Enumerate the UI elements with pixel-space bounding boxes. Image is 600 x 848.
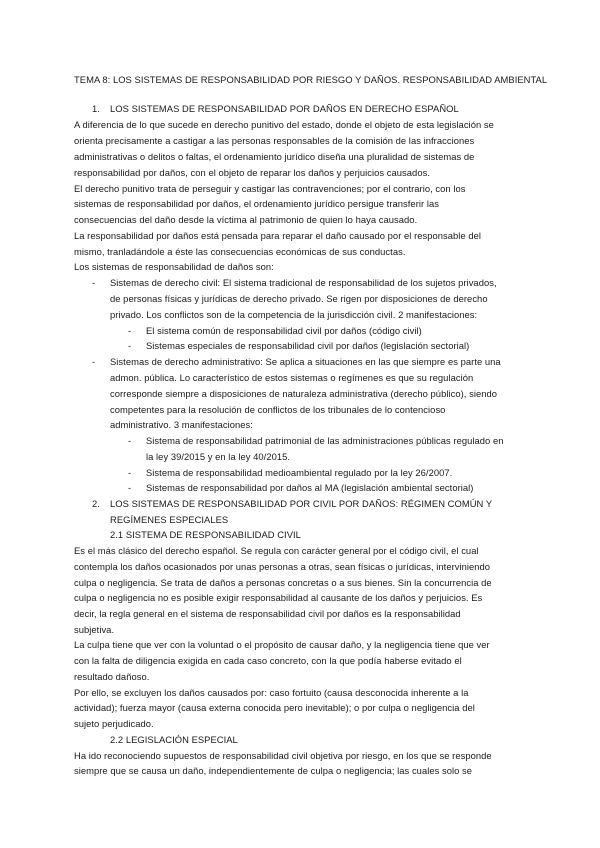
s1-p1-line: administrativas o delitos o faltas, el ordenamiento jurídico diseña una pluralidad de sistemas de <box>74 151 475 162</box>
bullet-dash: - <box>92 356 96 367</box>
admin-item: la ley 39/2015 y en la ley 40/2015. <box>146 451 291 462</box>
s1-p2-line: consecuencias del daño desde la víctima al patrimonio de quien lo haya causado. <box>74 214 418 225</box>
s1-p1-line: orienta precisamente a castigar a las personas responsables de la comisión de las infracciones <box>74 135 475 146</box>
s2-p3-line: actividad); fuerza mayor (causa externa conocida pero inevitable); o por culpa o negligencia del <box>74 702 475 713</box>
admin-line: administrativo. 3 manifestaciones: <box>110 419 253 430</box>
s2-p1-line: subjetiva. <box>74 624 115 635</box>
admin-line: competentes para la resolución de conflictos de los tribunales de lo contencioso <box>110 404 446 415</box>
s2-p1-line: decir, la regla general en el sistema de responsabilidad civil por daños es la responsabilidad <box>74 608 461 619</box>
s1-p3-line: mismo, tranladándole a éste las consecuencias económicas de sus conductas. <box>74 246 406 257</box>
admin-item: Sistemas de responsabilidad por daños al MA (legislación ambiental sectorial) <box>146 482 474 493</box>
admin-line: admon. pública. Lo característico de estos sistemas o regímenes es que su regulación <box>110 372 474 383</box>
admin-item: Sistema de responsabilidad medioambiental regulado por la ley 26/2007. <box>146 467 453 478</box>
civil-line: de personas físicas y jurídicas de derecho privado. Se rigen por disposiciones de derecho <box>110 293 488 304</box>
s1-p4-line: Los sistemas de responsabilidad de daños son: <box>74 261 274 272</box>
doc-title: TEMA 8: LOS SISTEMAS DE RESPONSABILIDAD POR RIESGO Y DAÑOS. RESPONSABILIDAD AMBIENTAL <box>74 74 548 85</box>
section-2-heading: LOS SISTEMAS DE RESPONSABILIDAD POR CIVIL POR DAÑOS: RÉGIMEN COMÚN Y <box>110 498 493 509</box>
civil-item: El sistema común de responsabilidad civil por daños (código civil) <box>146 325 422 336</box>
s2-p3-line: Por ello, se excluyen los daños causados por: caso fortuito (causa desconocida inherente a la <box>74 687 469 698</box>
civil-line: Sistemas de derecho civil: El sistema tradicional de responsabilidad de los sujetos privados, <box>110 277 497 288</box>
civil-line: privado. Los conflictos son de la competencia de la jurisdicción civil. 2 manifestaciones: <box>110 309 478 320</box>
bullet-dash: - <box>128 435 132 446</box>
s2-p2-line: con la falta de diligencia exigida en cada caso concreto, con la que podía haberse evitado el <box>74 655 462 666</box>
admin-line: Sistemas de derecho administrativo: Se aplica a situaciones en las que siempre es parte una <box>110 356 501 367</box>
bullet-dash: - <box>128 325 132 336</box>
s2-p1-line: culpa o negligencia. Se trata de daños a personas concretas o a sus bienes. Sin la concurrencia de <box>74 577 492 588</box>
section-1-number: 1. <box>92 103 100 114</box>
admin-line: corresponde siempre a disposiciones de naturaleza administrativa (derecho público), siendo <box>110 388 498 399</box>
s1-p3-line: La responsabilidad por daños está pensada para reparar el daño causado por el responsable del <box>74 230 482 241</box>
s2-p1-line: contempla los daños ocasionados por unas personas a otras, sean físicas o jurídicas, interviniendo <box>74 561 491 572</box>
s1-p1-line: responsabilidad por daños, con el objeto de reparar los daños y perjuicios causados. <box>74 167 430 178</box>
s2-p2-line: resultado dañoso. <box>74 671 150 682</box>
s2-p4-line: siempre que se causa un daño, independientemente de culpa o negligencia; las cuales solo se <box>74 765 473 776</box>
bullet-dash: - <box>92 277 96 288</box>
s2-p3-line: sujeto perjudicado. <box>74 718 154 729</box>
s2-p4-line: Ha ido reconociendo supuestos de responsabilidad civil objetiva por riesgo, en los que se responde <box>74 750 492 761</box>
s1-p2-line: El derecho punitivo trata de perseguir y castigar las contravenciones; por el contrario, con los <box>74 183 466 194</box>
section-2-heading: REGÍMENES ESPECIALES <box>110 514 229 525</box>
admin-item: Sistema de responsabilidad patrimonial de las administraciones públicas regulado en <box>146 435 504 446</box>
bullet-dash: - <box>128 467 132 478</box>
section-2-number: 2. <box>92 498 100 509</box>
section-1-heading: LOS SISTEMAS DE RESPONSABILIDAD POR DAÑOS EN DERECHO ESPAÑOL <box>110 103 459 114</box>
bullet-dash: - <box>128 482 132 493</box>
s1-p2-line: sistemas de responsabilidad por daños, el ordenamiento jurídico persigue transferir las <box>74 198 439 209</box>
s2-p2-line: La culpa tiene que ver con la voluntad o el propósito de causar daño, y la negligencia tiene que ver <box>74 639 490 650</box>
s2-p1-line: Es el más clásico del derecho español. Se regula con carácter general por el código civil, el cual <box>74 545 479 556</box>
s2-p1-line: culpa o negligencia no es posible exigir responsabilidad al causante de los daños y perjuicios. Es <box>74 592 483 603</box>
civil-item: Sistemas especiales de responsabilidad civil por daños (legislación sectorial) <box>146 340 470 351</box>
subsection-2-1-heading: 2.1 SISTEMA DE RESPONSABILIDAD CIVIL <box>110 529 301 540</box>
subsection-2-2-heading: 2.2 LEGISLACIÓN ESPECIAL <box>110 734 238 745</box>
bullet-dash: - <box>128 340 132 351</box>
s1-p1-line: A diferencia de lo que sucede en derecho punitivo del estado, donde el objeto de esta legislación se <box>74 119 494 130</box>
